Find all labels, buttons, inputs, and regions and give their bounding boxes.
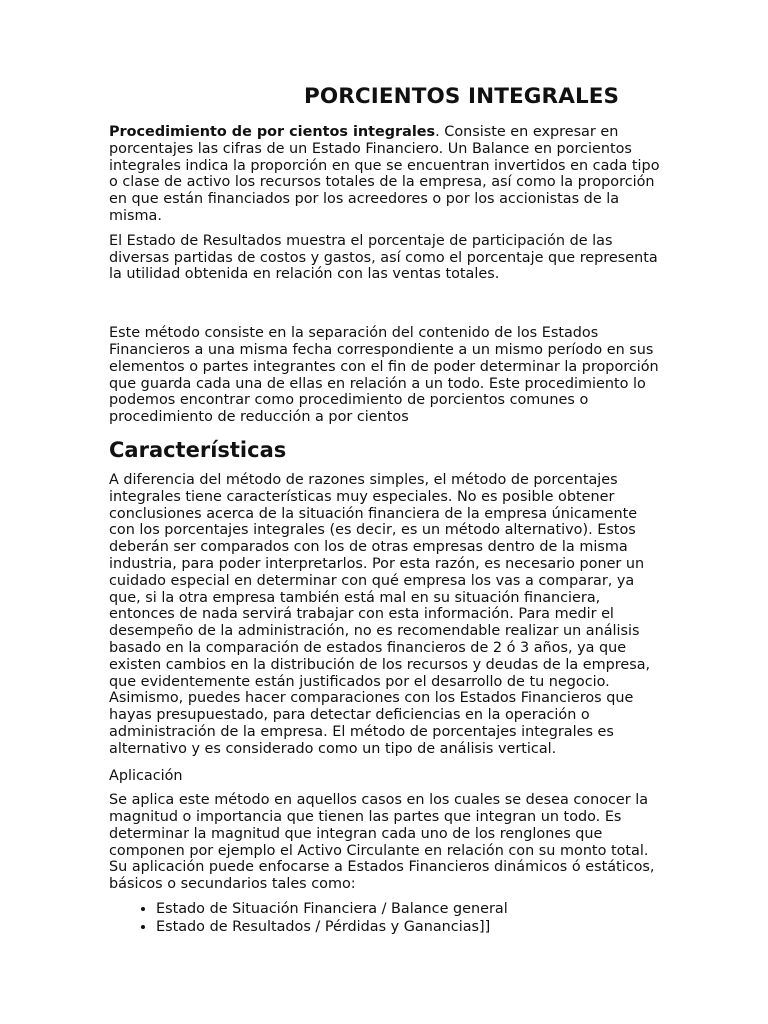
paragraph-caracteristicas: A diferencia del método de razones simples, el método de porcentajes integrales tiene características muy especiales. No es posible obtener conclusiones acerca de la situación financiera de la empresa únicamente con los porcentajes integrales (es decir, es un método alternativo). Estos deberán ser comparados con los de otras empresas dentro de la misma industria, para poder interpretarlos. Por esta razón, es necesario poner un cuidado especial en determinar con qué empresa los vas a comparar, ya que, si la otra empresa también está mal en su situación financiera, entonces de nada servirá trabajar con esta información. Para medir el desempeño de la administración, no es recomendable realizar un análisis basado en la comparación de estados financieros de 2 ó 3 años, ya que existen cambios en la distribución de los recursos y deudas de la empresa, que evidentemente están justificados por el desarrollo de tu negocio. Asimismo, puedes hacer comparaciones con los Estados Financieros que hayas presupuestado, para detectar deficiencias en la operación o administración de la empresa. El método de porcentajes integrales es alternativo y es considerado como un tipo de análisis vertical. [109, 471, 651, 757]
list-item: • Estado de Resultados / Pérdidas y Ganancias]] [156, 919, 660, 937]
aplicacion-label: Aplicación [109, 767, 183, 784]
intro-paragraph [109, 124, 660, 225]
paragraph-aplicacion: Se aplica este método en aquellos casos en los cuales se desea conocer la magnitud o importancia que tienen las partes que integran un todo. Es determinar la magnitud que integran cada uno de los renglones que componen por ejemplo el Activo Circulante en relación con su monto total. Su aplicación puede enfocarse a Estados Financieros dinámicos ó estáticos, básicos o secundarios tales como: [109, 792, 655, 893]
paragraph-estado-resultados: El Estado de Resultados muestra el porcentaje de participación de las diversas partidas de costos y gastos, así como el porcentaje que representa la utilidad obtenida en relación con las ventas totales. [109, 232, 658, 283]
intro-lead: Procedimiento de por cientos integrales [109, 124, 436, 140]
intro-text: . Consiste en expresar en porcentajes las cifras de un Estado Financiero. Un Balance en porcientos integrales indica la proporción en que se encuentran invertidos en cada tipo o clase de activo los recursos totales de la empresa, así como la proporción en que están financiados por los acreedores o por los accionistas de la misma. [109, 124, 660, 224]
document-title: PORCIENTOS INTEGRALES [304, 84, 620, 109]
statements-list [109, 901, 660, 936]
paragraph-metodo: Este método consiste en la separación del contenido de los Estados Financieros a una misma fecha correspondiente a un mismo período en sus elementos o partes integrantes con el fin de poder determinar la proporción que guarda cada una de ellas en relación a un todo. Este procedimiento lo podemos encontrar como procedimiento de porcientos comunes o procedimiento de reducción a por cientos [109, 325, 659, 426]
blank-line [109, 291, 660, 325]
section-heading-caracteristicas: Características [109, 437, 287, 462]
list-item: • Estado de Situación Financiera / Balance general [156, 901, 660, 919]
